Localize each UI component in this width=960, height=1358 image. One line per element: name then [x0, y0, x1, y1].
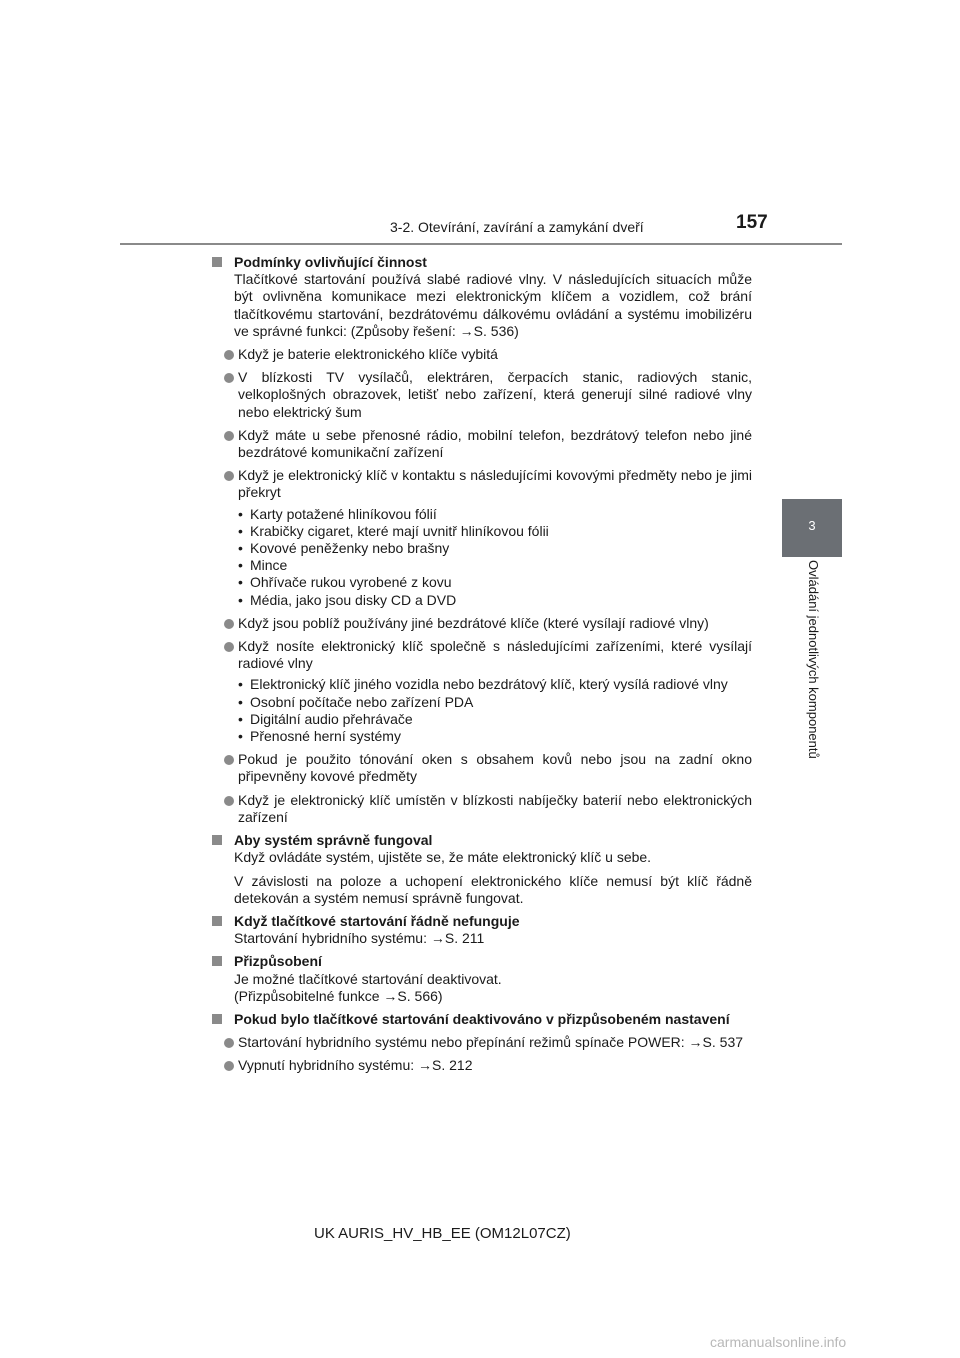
round-bullet-icon [224, 350, 234, 360]
section-heading-text: Podmínky ovlivňující činnost [234, 254, 427, 270]
chapter-tab [782, 499, 842, 557]
sub-list [212, 506, 752, 609]
bullet-text: Když máte u sebe přenosné rádio, mobilní telefon, bezdrátový telefon nebo jiné bezdrátové komunikační zařízení [238, 426, 752, 461]
sub-list-item-text: Ohřívače rukou vyrobené z kovu [250, 574, 452, 591]
sub-list-item-text: Kovové peněženky nebo brašny [250, 540, 450, 557]
dot-marker-icon: • [238, 693, 243, 710]
page-content [212, 254, 752, 1081]
dot-marker-icon: • [238, 557, 243, 574]
bullet-text: Startování hybridního systému nebo přepínání režimů spínače POWER: →S. 537 [238, 1034, 744, 1051]
sub-list-item [238, 694, 752, 711]
sub-list-item-text: Krabičky cigaret, které mají uvnitř hliníkovou fólii [250, 522, 549, 539]
round-bullet-icon [224, 471, 234, 481]
sub-list-item [238, 676, 752, 693]
bullet-text: Když nosíte elektronický klíč společně s následujícími zařízeními, které vysílají radiové vlny [238, 638, 752, 672]
sub-list-item-text: Mince [250, 557, 288, 574]
dot-marker-icon: • [238, 574, 243, 591]
paragraph: V závislosti na poloze a uchopení elektronického klíče nemusí být klíč řádně detekován a systém nemusí správně fungovat. [234, 872, 752, 906]
section [212, 953, 752, 1005]
bullet-item [212, 751, 752, 785]
dot-marker-icon: • [238, 728, 243, 745]
round-bullet-icon [224, 1038, 234, 1048]
bullet-text: Pokud je použito tónování oken s obsahem kovů nebo jsou na zadní okno připevněny kovové předměty [238, 751, 752, 785]
bullet-item [212, 615, 752, 632]
watermark: carmanualsonline.info [710, 1334, 847, 1350]
section [212, 832, 752, 907]
section-heading-text: Aby systém správně fungoval [234, 832, 433, 849]
section [212, 254, 752, 826]
round-bullet-icon [224, 642, 234, 652]
sub-list-item-text: Karty potažené hliníkovou fólií [250, 505, 437, 522]
running-header: 3-2. Otevírání, zavírání a zamykání dveří [390, 219, 644, 235]
bullet-text: Když je elektronický klíč umístěn v blízkosti nabíječky baterií nebo elektronických zařízení [238, 791, 752, 825]
square-bullet-icon [212, 916, 222, 926]
sub-list-item [238, 523, 752, 540]
section-heading [212, 254, 752, 271]
bullet-text: Vypnutí hybridního systému: →S. 212 [238, 1057, 473, 1074]
chapter-title: Ovládání jednotlivých komponentů [806, 560, 821, 759]
dot-marker-icon: • [238, 505, 243, 522]
sub-list-item [238, 574, 752, 591]
bullet-item [212, 467, 752, 501]
square-bullet-icon [212, 1014, 222, 1024]
footer-code: UK AURIS_HV_HB_EE (OM12L07CZ) [314, 1225, 571, 1242]
page-number: 157 [736, 212, 768, 233]
bullet-text: Když je elektronický klíč v kontaktu s následujícími kovovými předměty nebo je jimi překryt [238, 467, 752, 501]
round-bullet-icon [224, 755, 234, 765]
bullet-item [212, 792, 752, 826]
section-heading [212, 832, 752, 849]
paragraph: Když ovládáte systém, ujistěte se, že máte elektronický klíč u sebe. [234, 849, 652, 866]
bullet-item [212, 1057, 752, 1074]
paragraph: Je možné tlačítkové startování deaktivovat. (Přizpůsobitelné funkce →S. 566) [234, 970, 502, 1004]
sub-list-item [238, 711, 752, 728]
sub-list-item-text: Přenosné herní systémy [250, 728, 401, 745]
section [212, 913, 752, 947]
bullet-item [212, 638, 752, 672]
round-bullet-icon [224, 373, 234, 383]
sub-list [212, 676, 752, 745]
dot-marker-icon: • [238, 540, 243, 557]
round-bullet-icon [224, 796, 234, 806]
sub-list-item [238, 592, 752, 609]
sub-list-item-text: Média, jako jsou disky CD a DVD [250, 591, 457, 608]
bullet-item [212, 1034, 752, 1051]
round-bullet-icon [224, 619, 234, 629]
sub-list-item [238, 540, 752, 557]
bullet-item [212, 427, 752, 461]
dot-marker-icon: • [238, 522, 243, 539]
square-bullet-icon [212, 257, 222, 267]
section-heading [212, 1011, 752, 1028]
bullet-text: Když je baterie elektronického klíče vybitá [238, 346, 498, 363]
section-heading-text: Pokud bylo tlačítkové startování deaktivováno v přizpůsobeném nastavení [234, 1010, 730, 1027]
dot-marker-icon: • [238, 591, 243, 608]
round-bullet-icon [224, 431, 234, 441]
dot-marker-icon: • [238, 676, 243, 693]
sub-list-item [238, 506, 752, 523]
bullet-item [212, 369, 752, 421]
section-heading-text: Když tlačítkové startování řádně nefunguje [234, 912, 520, 929]
header-divider [120, 243, 842, 245]
chapter-number: 3 [808, 518, 816, 533]
bullet-text: Když jsou poblíž používány jiné bezdrátové klíče (které vysílají radiové vlny) [238, 614, 709, 631]
sub-list-item-text: Osobní počítače nebo zařízení PDA [250, 693, 474, 710]
square-bullet-icon [212, 835, 222, 845]
section [212, 1011, 752, 1075]
sub-list-item [238, 557, 752, 574]
paragraph: Startování hybridního systému: →S. 211 [234, 930, 485, 947]
paragraph: Tlačítkové startování používá slabé radiové vlny. V následujících situacích může být ovlivněna komunikace mezi elektronickým klíčem a vozidlem, což brání tlačítkovému startování, bezdrátovému dálkovému ovládání a systému imobilizéru ve správné funkci: (Způsoby řešení: →S. 536) [234, 271, 752, 339]
sub-list-item-text: Digitální audio přehrávače [250, 710, 413, 727]
sub-list-item [238, 728, 752, 745]
square-bullet-icon [212, 956, 222, 966]
sub-list-item-text: Elektronický klíč jiného vozidla nebo bezdrátový klíč, který vysílá radiové vlny [250, 676, 728, 693]
bullet-item [212, 346, 752, 363]
round-bullet-icon [224, 1061, 234, 1071]
dot-marker-icon: • [238, 710, 243, 727]
section-heading [212, 913, 752, 930]
bullet-text: V blízkosti TV vysílačů, elektráren, čerpacích stanic, radiových stanic, velkoplošných obrazovek, letišť nebo zařízení, která generují silné radiové vlny nebo elektrický šum [238, 369, 752, 420]
section-heading-text: Přizpůsobení [234, 953, 322, 970]
section-heading [212, 953, 752, 970]
